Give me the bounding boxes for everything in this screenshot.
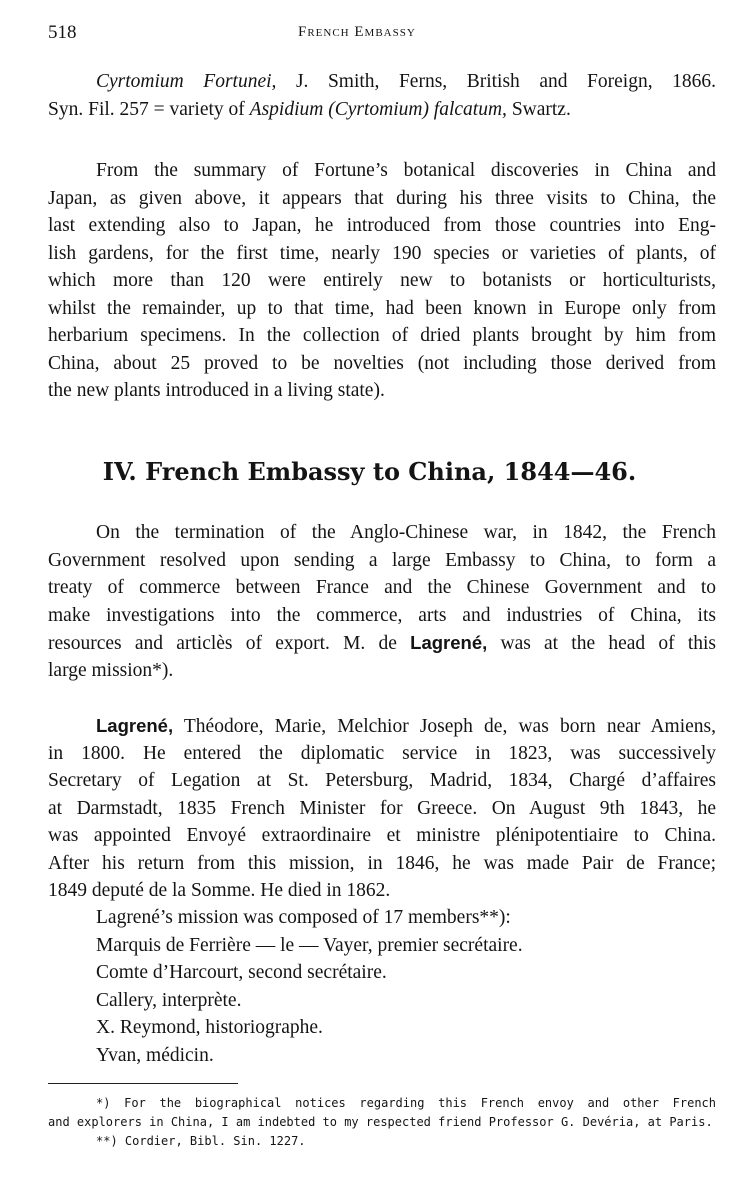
- text-line: make investigations into the commerce, arts and industries of China, its: [48, 604, 716, 626]
- text-line: Secretary of Legation at St. Petersburg, Madrid, 1834, Chargé d’affaires: [48, 770, 716, 791]
- person-name: Lagrené,: [410, 632, 488, 653]
- footnote-divider: [48, 1083, 238, 1084]
- list-item: X. Reymond, historiographe.: [96, 1017, 323, 1038]
- text-line: On the termination of the Anglo-Chinese war, in 1842, the French: [96, 522, 716, 543]
- person-name: Lagrené,: [96, 715, 174, 736]
- text-line: Japan, as given above, it appears that during his three visits to China, the: [48, 187, 716, 209]
- species-name: Cyrtomium Fortunei,: [96, 71, 277, 92]
- text-fragment: Théodore, Marie, Melchior Joseph de, was born near Amiens,: [173, 716, 716, 737]
- list-item: Comte d’Harcourt, second secrétaire.: [96, 962, 387, 983]
- text-line: From the summary of Fortune’s botanical discoveries in China and: [96, 160, 716, 181]
- text-line: Government resolved upon sending a large Embassy to China, to form a: [48, 549, 716, 571]
- section-heading: IV. French Embassy to China, 1844—46.: [102, 457, 637, 486]
- text-line: [48, 712, 716, 740]
- page-header: [48, 22, 691, 50]
- citation-text: J. Smith, Ferns, British and Foreign, 1866.: [276, 71, 716, 92]
- list-item: Lagrené’s mission was composed of 17 members**):: [96, 907, 511, 928]
- footnote-line: and explorers in China, I am indebted to my respected friend Professor G. Devéria, at Paris.: [48, 1115, 713, 1129]
- text-line: lish gardens, for the first time, nearly 190 species or varieties of plants, of: [48, 242, 716, 264]
- footnote-line: **) Cordier, Bibl. Sin. 1227.: [96, 1134, 306, 1148]
- synonym-species: Aspidium (Cyrtomium) falcatum,: [249, 98, 507, 120]
- text-line: large mission*).: [48, 659, 174, 681]
- text-line: treaty of commerce between France and the Chinese Government and to: [48, 577, 716, 598]
- footnote-line: *) For the biographical notices regarding this French envoy and other French: [96, 1096, 716, 1110]
- synonym-author: Swartz.: [506, 98, 571, 120]
- members-list: [48, 904, 716, 1069]
- text-line: the new plants introduced in a living state).: [48, 380, 385, 401]
- synonym-text: Syn. Fil. 257 = variety of: [48, 98, 250, 120]
- text-fragment: resources and articlès of export. M. de: [48, 633, 411, 654]
- text-line: 1849 deputé de la Somme. He died in 1862.: [48, 880, 391, 901]
- text-line: [48, 629, 716, 657]
- text-line: at Darmstadt, 1835 French Minister for Greece. On August 9th 1843, he: [48, 797, 716, 819]
- text-line: China, about 25 proved to be novelties (not including those derived from: [48, 352, 716, 374]
- text-fragment: was at the head of this: [487, 633, 716, 654]
- text-line: After his return from this mission, in 1846, he was made Pair de France;: [48, 852, 716, 874]
- text-line: in 1800. He entered the diplomatic service in 1823, was successively: [48, 742, 716, 764]
- text-line: last extending also to Japan, he introduced from those countries into Eng-: [48, 215, 716, 236]
- running-head: French Embassy: [298, 24, 416, 40]
- biography-paragraph: [48, 712, 716, 905]
- citation-paragraph: [48, 68, 716, 123]
- text-line: which more than 120 were entirely new to botanists or horticulturists,: [48, 270, 716, 291]
- text-line: herbarium specimens. In the collection of dried plants brought by him from: [48, 325, 716, 346]
- list-item: Callery, interprète.: [96, 989, 242, 1011]
- citation-line-2: [48, 96, 716, 124]
- page-number: 518: [48, 22, 77, 43]
- list-item: Marquis de Ferrière — le — Vayer, premier secrétaire.: [96, 934, 523, 956]
- text-line: was appointed Envoyé extraordinaire et ministre plénipotentiaire to China.: [48, 825, 716, 846]
- summary-paragraph: [48, 157, 716, 405]
- footnotes: [48, 1094, 716, 1151]
- citation-line-1: [48, 68, 716, 96]
- list-item: Yvan, médicin.: [96, 1044, 214, 1066]
- text-line: whilst the remainder, up to that time, had been known in Europe only from: [48, 297, 716, 319]
- embassy-paragraph: [48, 519, 716, 684]
